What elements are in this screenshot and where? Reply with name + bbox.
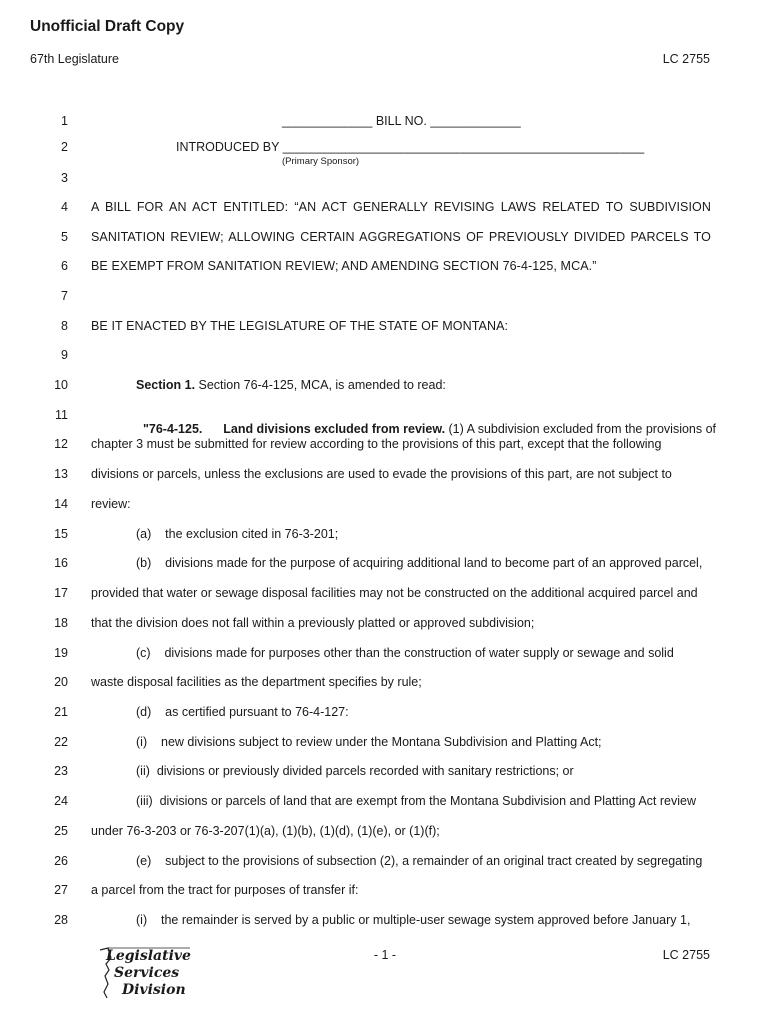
body-line: (a) the exclusion cited in 76-3-201; (136, 527, 339, 541)
body-line: (i) new divisions subject to review under the Montana Subdivision and Platting Act; (136, 735, 602, 749)
body-line: a parcel from the tract for purposes of transfer if: (91, 883, 359, 897)
line-number: 21 (54, 705, 68, 719)
line-number: 12 (54, 437, 68, 451)
body-line: review: (91, 497, 131, 511)
bill-number-line: _____________ BILL NO. _____________ (282, 114, 521, 128)
line-number: 20 (54, 675, 68, 689)
body-line: (e) subject to the provisions of subsection (2), a remainder of an original tract created by segregating (136, 854, 703, 868)
line-number: 26 (54, 854, 68, 868)
line-number: 27 (54, 883, 68, 897)
line-number: 19 (54, 646, 68, 660)
line-number: 16 (54, 556, 68, 570)
introduced-by-line: INTRODUCED BY ____________________________________________________ (176, 140, 645, 154)
legislature-label: 67th Legislature (30, 52, 119, 66)
draft-title: Unofficial Draft Copy (30, 18, 185, 35)
section-text: Section 76-4-125, MCA, is amended to read: (195, 378, 446, 392)
line-number: 22 (54, 735, 68, 749)
body-line: that the division does not fall within a previously platted or approved subdivision; (91, 616, 535, 630)
logo-line-3: Division (122, 982, 186, 998)
body-line: chapter 3 must be submitted for review according to the provisions of this part, except that the following (91, 437, 662, 451)
line-number: 17 (54, 586, 68, 600)
body-line: waste disposal facilities as the department specifies by rule; (91, 675, 422, 689)
line-number: 2 (61, 140, 68, 154)
line-number: 3 (61, 171, 68, 185)
logo-line-2: Services (114, 965, 180, 981)
line-number: 11 (55, 408, 68, 422)
body-line: under 76-3-203 or 76-3-207(1)(a), (1)(b), (1)(d), (1)(e), or (1)(f); (91, 824, 440, 838)
body-line: provided that water or sewage disposal facilities may not be constructed on the additional acquired parcel and (91, 586, 698, 600)
line-number: 6 (61, 259, 68, 273)
body-line: (iii) divisions or parcels of land that are exempt from the Montana Subdivision and Platting Act review (136, 794, 696, 808)
body-line: (d) as certified pursuant to 76-4-127: (136, 705, 349, 719)
line-number: 13 (54, 467, 68, 481)
body-line: (c) divisions made for purposes other than the construction of water supply or sewage and solid (136, 646, 674, 660)
statute-heading: "76-4-125. Land divisions excluded from review. (142, 422, 446, 436)
line-number: 24 (54, 794, 68, 808)
line-number: 15 (54, 527, 68, 541)
line-number: 10 (54, 378, 68, 392)
bill-title-line: SANITATION REVIEW; ALLOWING CERTAIN AGGREGATIONS OF PREVIOUSLY DIVIDED PARCELS TO (91, 230, 711, 244)
lc-number-bottom: LC 2755 (662, 948, 710, 962)
line-number: 28 (54, 913, 68, 927)
statute-heading-line (136, 408, 717, 436)
body-line: (ii) divisions or previously divided parcels recorded with sanitary restrictions; or (136, 764, 574, 778)
body-line: (i) the remainder is served by a public or multiple-user sewage system approved before January 1, (136, 913, 691, 927)
section-heading-line (136, 378, 446, 392)
page-number: - 1 - (373, 948, 397, 962)
line-number: 5 (61, 230, 68, 244)
line-number: 18 (54, 616, 68, 630)
primary-sponsor-caption: (Primary Sponsor) (282, 156, 360, 167)
line-number: 14 (54, 497, 68, 511)
body-line: divisions or parcels, unless the exclusions are used to evade the provisions of this part, are not subject to (91, 467, 672, 481)
line-number: 7 (61, 289, 68, 303)
lc-number-top: LC 2755 (662, 52, 710, 66)
line-number: 9 (61, 348, 68, 362)
bill-title-line: BE EXEMPT FROM SANITATION REVIEW; AND AMENDING SECTION 76-4-125, MCA.” (91, 259, 597, 273)
line-number: 4 (61, 200, 68, 214)
section-label: Section 1. (136, 378, 196, 392)
line-number: 8 (61, 319, 68, 333)
line-number: 1 (61, 114, 68, 128)
body-line: (b) divisions made for the purpose of acquiring additional land to become part of an approved parcel, (136, 556, 703, 570)
logo-line-1: Legislative (106, 948, 191, 964)
statute-text: (1) A subdivision excluded from the provisions of (445, 422, 717, 436)
line-number: 25 (54, 824, 68, 838)
enacting-clause: BE IT ENACTED BY THE LEGISLATURE OF THE STATE OF MONTANA: (91, 319, 509, 333)
line-number: 23 (54, 764, 68, 778)
bill-title-line: A BILL FOR AN ACT ENTITLED: “AN ACT GENERALLY REVISING LAWS RELATED TO SUBDIVISION (91, 200, 711, 214)
